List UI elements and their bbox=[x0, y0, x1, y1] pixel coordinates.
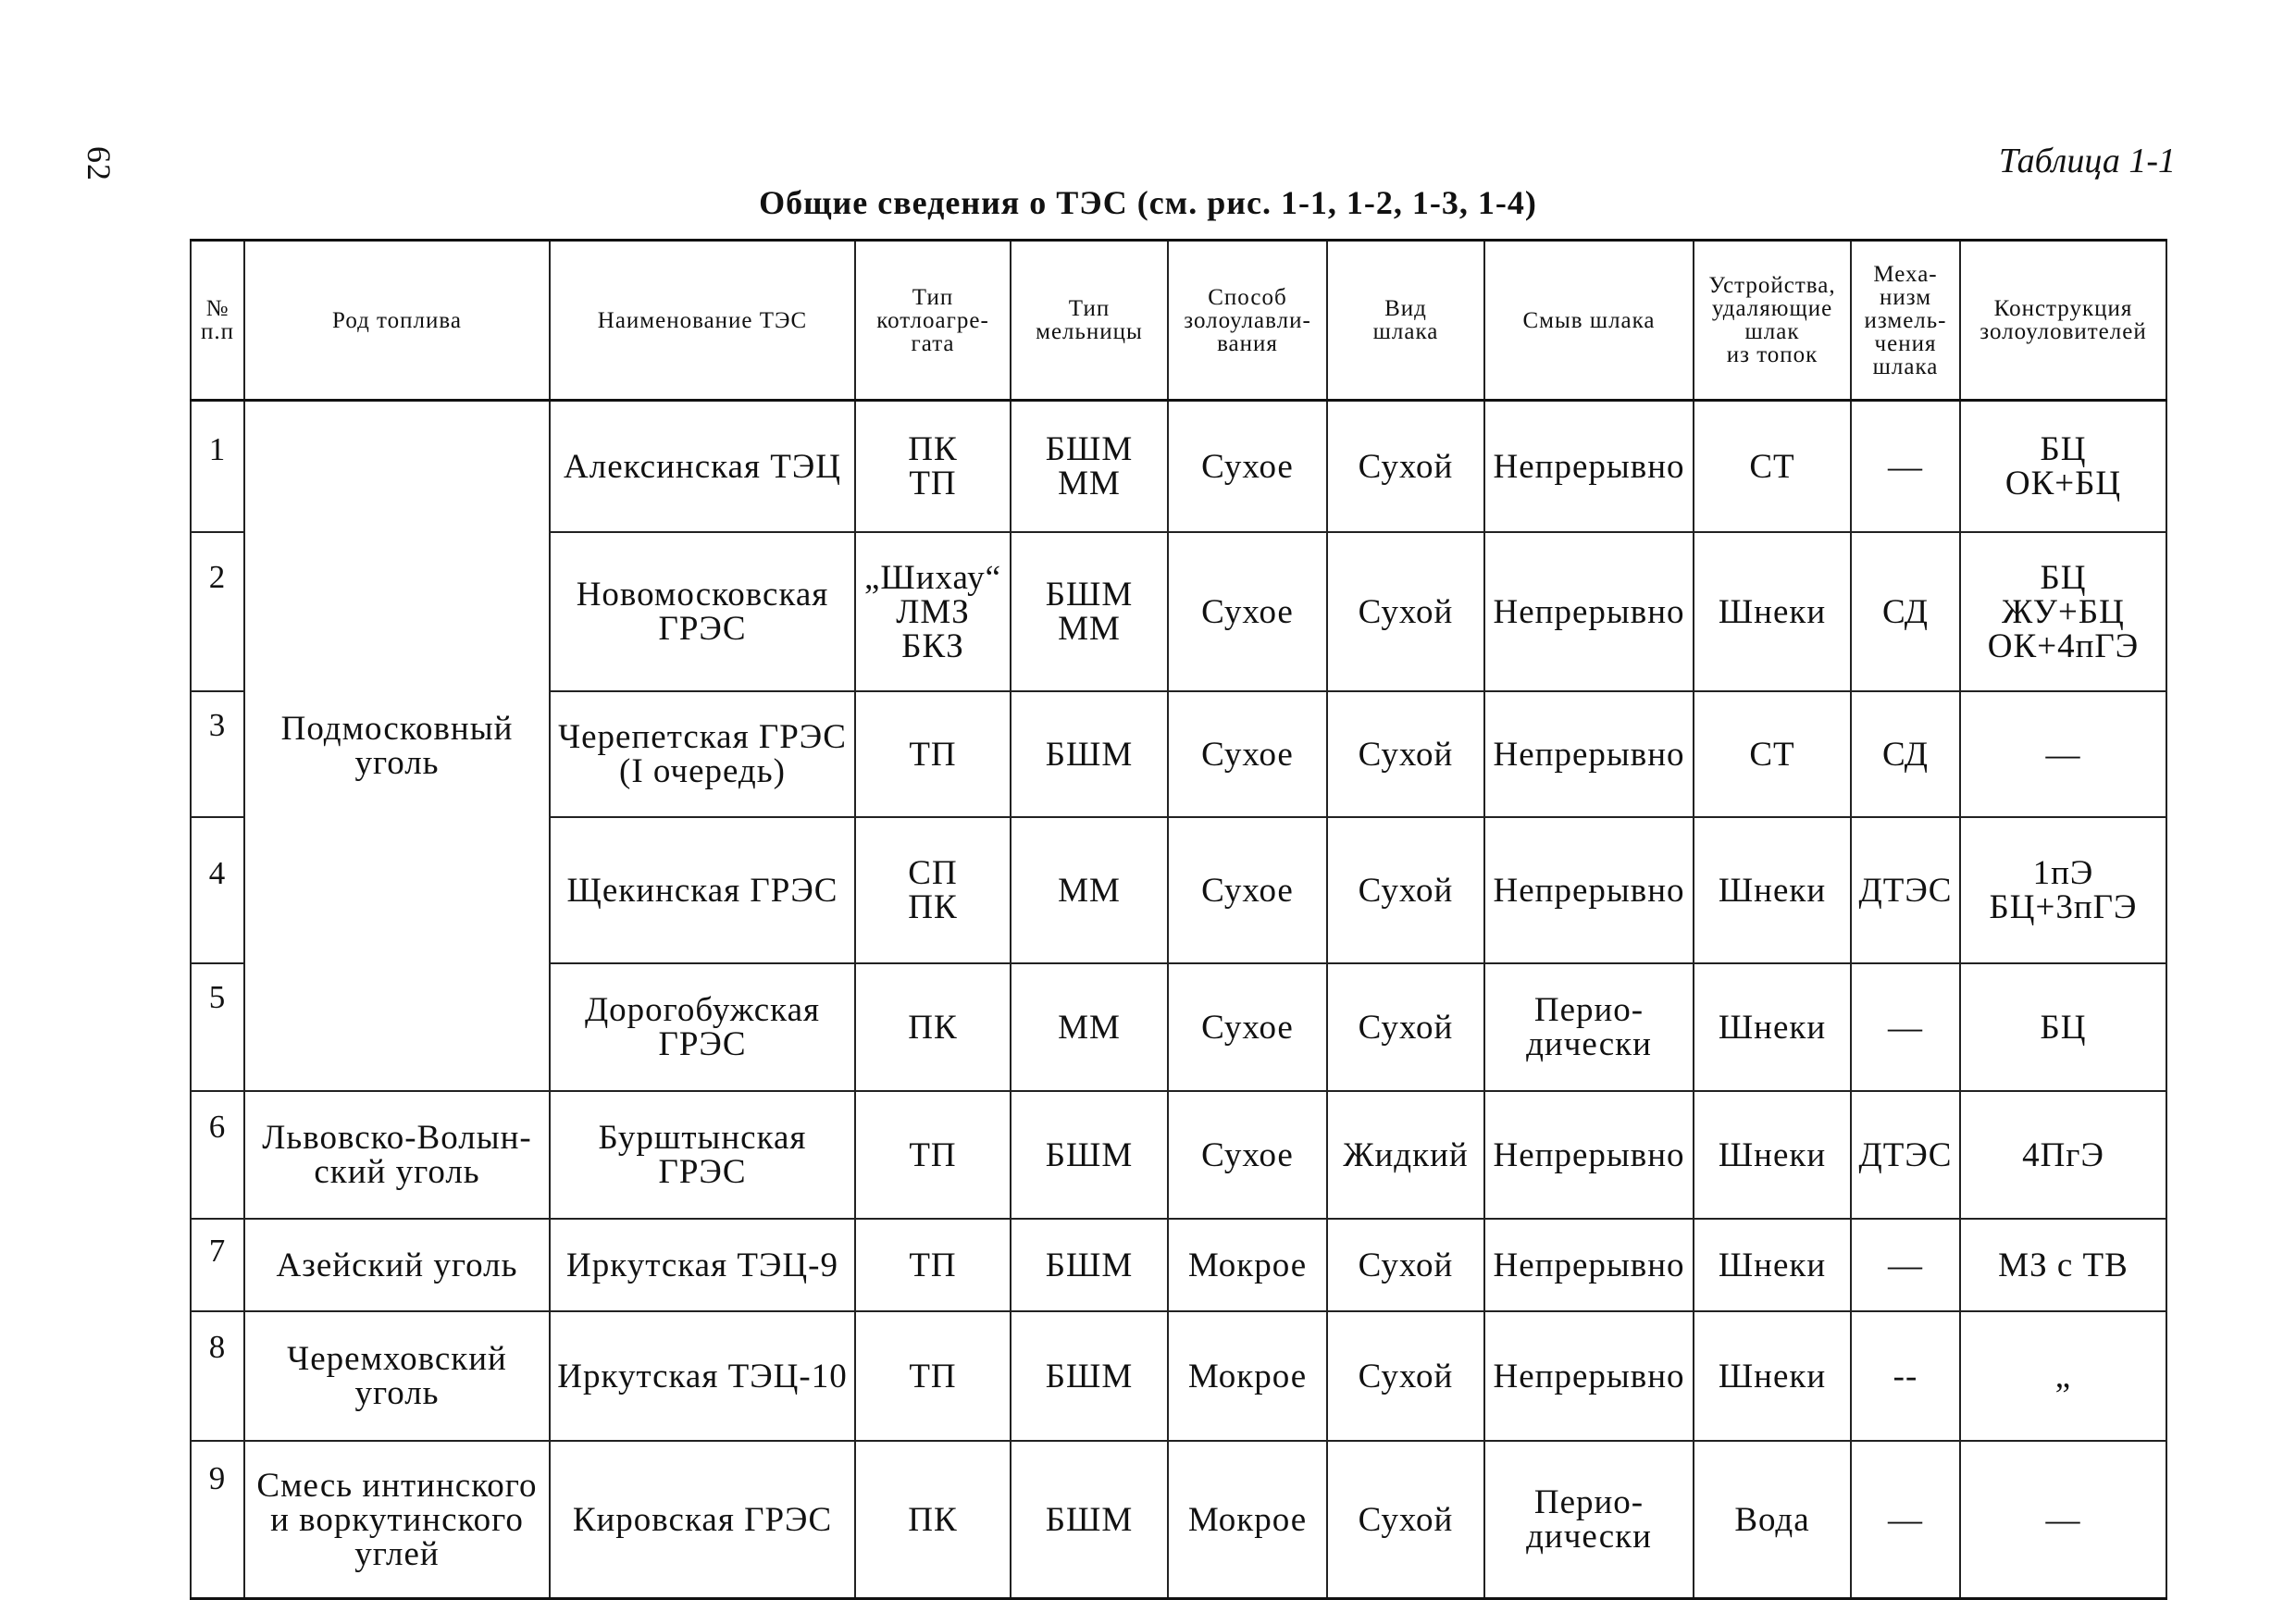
mill-type-cell: БШМ bbox=[1011, 691, 1168, 817]
fuel-cell: Подмосковный уголь bbox=[244, 401, 550, 1092]
row-number: 5 bbox=[191, 963, 244, 1091]
slag-wash-cell: Непрерывно bbox=[1484, 532, 1694, 691]
slag-crusher-cell: СД bbox=[1851, 691, 1960, 817]
ash-method-cell: Мокрое bbox=[1168, 1219, 1327, 1311]
row-number: 4 bbox=[191, 817, 244, 963]
mill-type-cell: БШМ ММ bbox=[1011, 401, 1168, 533]
plant-name-cell: Кировская ГРЭС bbox=[550, 1441, 855, 1599]
header-ash-method: Способ золоулавли- вания bbox=[1168, 241, 1327, 401]
slag-removal-cell: Шнеки bbox=[1694, 963, 1851, 1091]
plant-name-cell: Щекинская ГРЭС bbox=[550, 817, 855, 963]
slag-wash-cell: Непрерывно bbox=[1484, 401, 1694, 533]
fuel-cell: Смесь интинского и воркутинского углей bbox=[244, 1441, 550, 1599]
boiler-type-cell: ТП bbox=[855, 1219, 1011, 1311]
power-plants-table bbox=[190, 239, 2167, 1600]
boiler-type-cell: ТП bbox=[855, 691, 1011, 817]
slag-removal-cell: СТ bbox=[1694, 401, 1851, 533]
slag-crusher-cell: ДТЭС bbox=[1851, 1091, 1960, 1219]
page-number: 62 bbox=[81, 146, 118, 181]
slag-type-cell: Сухой bbox=[1327, 1441, 1484, 1599]
row-number: 6 bbox=[191, 1091, 244, 1219]
table-row bbox=[191, 1091, 2166, 1219]
slag-crusher-cell: — bbox=[1851, 1441, 1960, 1599]
plant-name-cell: Черепетская ГРЭС (I очередь) bbox=[550, 691, 855, 817]
table-title: Общие сведения о ТЭС (см. рис. 1-1, 1-2, 1-3, 1-4) bbox=[759, 184, 1537, 221]
fuel-cell: Азейский уголь bbox=[244, 1219, 550, 1311]
ash-method-cell: Мокрое bbox=[1168, 1441, 1327, 1599]
slag-type-cell: Сухой bbox=[1327, 1219, 1484, 1311]
table-row bbox=[191, 1441, 2166, 1599]
mill-type-cell: ММ bbox=[1011, 817, 1168, 963]
mill-type-cell: БШМ bbox=[1011, 1441, 1168, 1599]
header-slag-wash: Смыв шлака bbox=[1484, 241, 1694, 401]
slag-crusher-cell: — bbox=[1851, 401, 1960, 533]
slag-crusher-cell: — bbox=[1851, 963, 1960, 1091]
slag-wash-cell: Непрерывно bbox=[1484, 691, 1694, 817]
ash-method-cell: Мокрое bbox=[1168, 1311, 1327, 1441]
ash-collectors-cell: — bbox=[1960, 691, 2166, 817]
slag-type-cell: Жидкий bbox=[1327, 1091, 1484, 1219]
slag-type-cell: Сухой bbox=[1327, 963, 1484, 1091]
boiler-type-cell: ПК ТП bbox=[855, 401, 1011, 533]
row-number: 2 bbox=[191, 532, 244, 691]
slag-type-cell: Сухой bbox=[1327, 401, 1484, 533]
row-number: 9 bbox=[191, 1441, 244, 1599]
slag-removal-cell: Шнеки bbox=[1694, 532, 1851, 691]
table-row bbox=[191, 1219, 2166, 1311]
header-row bbox=[191, 241, 2166, 401]
slag-removal-cell: Шнеки bbox=[1694, 1311, 1851, 1441]
ash-method-cell: Сухое bbox=[1168, 532, 1327, 691]
header-slag-type: Вид шлака bbox=[1327, 241, 1484, 401]
slag-type-cell: Сухой bbox=[1327, 691, 1484, 817]
ash-method-cell: Сухое bbox=[1168, 691, 1327, 817]
slag-wash-cell: Непрерывно bbox=[1484, 1219, 1694, 1311]
ash-collectors-cell: „ bbox=[1960, 1311, 2166, 1441]
boiler-type-cell: ПК bbox=[855, 1441, 1011, 1599]
slag-wash-cell: Перио- дически bbox=[1484, 963, 1694, 1091]
row-number: 7 bbox=[191, 1219, 244, 1311]
slag-wash-cell: Непрерывно bbox=[1484, 1311, 1694, 1441]
plant-name-cell: Бурштынская ГРЭС bbox=[550, 1091, 855, 1219]
row-number: 3 bbox=[191, 691, 244, 817]
fuel-cell: Черемховский уголь bbox=[244, 1311, 550, 1441]
plant-name-cell: Иркутская ТЭЦ-9 bbox=[550, 1219, 855, 1311]
mill-type-cell: БШМ bbox=[1011, 1311, 1168, 1441]
boiler-type-cell: СП ПК bbox=[855, 817, 1011, 963]
header-ash-collectors: Конструкция золоуловителей bbox=[1960, 241, 2166, 401]
slag-crusher-cell: — bbox=[1851, 1219, 1960, 1311]
slag-wash-cell: Непрерывно bbox=[1484, 1091, 1694, 1219]
boiler-type-cell: ТП bbox=[855, 1091, 1011, 1219]
ash-collectors-cell: 1пЭ БЦ+3пГЭ bbox=[1960, 817, 2166, 963]
table-row bbox=[191, 1311, 2166, 1441]
plant-name-cell: Новомосковская ГРЭС bbox=[550, 532, 855, 691]
slag-wash-cell: Непрерывно bbox=[1484, 817, 1694, 963]
row-number: 8 bbox=[191, 1311, 244, 1441]
row-number: 1 bbox=[191, 401, 244, 533]
ash-collectors-cell: БЦ ЖУ+БЦ ОК+4пГЭ bbox=[1960, 532, 2166, 691]
slag-removal-cell: СТ bbox=[1694, 691, 1851, 817]
plant-name-cell: Дорогобужская ГРЭС bbox=[550, 963, 855, 1091]
fuel-cell: Львовско-Волын- ский уголь bbox=[244, 1091, 550, 1219]
plant-name-cell: Алексинская ТЭЦ bbox=[550, 401, 855, 533]
slag-crusher-cell: ДТЭС bbox=[1851, 817, 1960, 963]
header-slag-removal: Устройства, удаляющие шлак из топок bbox=[1694, 241, 1851, 401]
table-label: Таблица 1-1 bbox=[1998, 142, 2176, 180]
slag-type-cell: Сухой bbox=[1327, 1311, 1484, 1441]
mill-type-cell: БШМ bbox=[1011, 1091, 1168, 1219]
ash-collectors-cell: — bbox=[1960, 1441, 2166, 1599]
ash-method-cell: Сухое bbox=[1168, 1091, 1327, 1219]
header-mill-type: Тип мельницы bbox=[1011, 241, 1168, 401]
boiler-type-cell: ТП bbox=[855, 1311, 1011, 1441]
table-row bbox=[191, 401, 2166, 533]
header-boiler-type: Тип котлоагре- гата bbox=[855, 241, 1011, 401]
slag-crusher-cell: -- bbox=[1851, 1311, 1960, 1441]
slag-removal-cell: Шнеки bbox=[1694, 1091, 1851, 1219]
slag-type-cell: Сухой bbox=[1327, 532, 1484, 691]
mill-type-cell: БШМ bbox=[1011, 1219, 1168, 1311]
header-fuel: Род топлива bbox=[244, 241, 550, 401]
mill-type-cell: БШМ ММ bbox=[1011, 532, 1168, 691]
ash-method-cell: Сухое bbox=[1168, 401, 1327, 533]
header-slag-crusher: Меха- низм измель- чения шлака bbox=[1851, 241, 1960, 401]
ash-method-cell: Сухое bbox=[1168, 817, 1327, 963]
ash-collectors-cell: 4ПгЭ bbox=[1960, 1091, 2166, 1219]
slag-removal-cell: Вода bbox=[1694, 1441, 1851, 1599]
ash-collectors-cell: БЦ bbox=[1960, 963, 2166, 1091]
boiler-type-cell: „Шихау“ ЛМЗ БКЗ bbox=[855, 532, 1011, 691]
slag-removal-cell: Шнеки bbox=[1694, 817, 1851, 963]
ash-collectors-cell: МЗ с ТВ bbox=[1960, 1219, 2166, 1311]
header-plant-name: Наименование ТЭС bbox=[550, 241, 855, 401]
ash-collectors-cell: БЦ ОК+БЦ bbox=[1960, 401, 2166, 533]
slag-crusher-cell: СД bbox=[1851, 532, 1960, 691]
boiler-type-cell: ПК bbox=[855, 963, 1011, 1091]
slag-wash-cell: Перио- дически bbox=[1484, 1441, 1694, 1599]
header-num: № п.п bbox=[191, 241, 244, 401]
ash-method-cell: Сухое bbox=[1168, 963, 1327, 1091]
slag-type-cell: Сухой bbox=[1327, 817, 1484, 963]
plant-name-cell: Иркутская ТЭЦ-10 bbox=[550, 1311, 855, 1441]
slag-removal-cell: Шнеки bbox=[1694, 1219, 1851, 1311]
mill-type-cell: ММ bbox=[1011, 963, 1168, 1091]
